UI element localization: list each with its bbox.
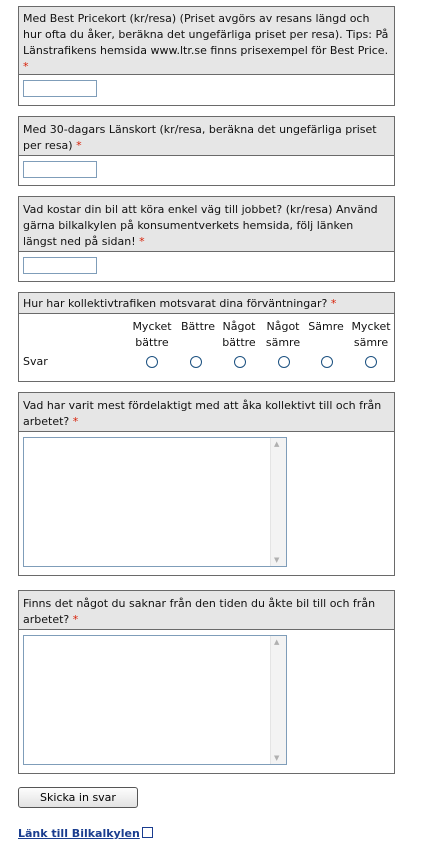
- required-marker: *: [330, 297, 337, 310]
- question-fordelaktigt: [18, 392, 395, 576]
- question-label: Finns det något du saknar från den tiden du åkte bil till och från arbetet?: [23, 597, 376, 626]
- bilkostnad-input[interactable]: [23, 257, 97, 274]
- row-label: Svar: [23, 355, 48, 368]
- required-marker: *: [72, 415, 79, 428]
- question-header: [19, 7, 394, 75]
- radio-nagot-samre[interactable]: [278, 356, 290, 368]
- question-header: [19, 393, 394, 432]
- option-label: Något bättre: [222, 320, 256, 349]
- lanskort-input[interactable]: [23, 161, 97, 178]
- question-forvantningar: [18, 292, 395, 382]
- scroll-down-icon[interactable]: ▼: [274, 556, 280, 564]
- required-marker: *: [139, 235, 145, 248]
- radio-samre[interactable]: [321, 356, 333, 368]
- external-link-icon: [142, 827, 153, 838]
- required-marker: *: [76, 139, 82, 152]
- required-marker: *: [23, 60, 29, 73]
- question-header: [19, 197, 394, 252]
- scroll-up-icon[interactable]: ▲: [274, 638, 280, 646]
- submit-button[interactable]: Skicka in svar: [18, 787, 138, 808]
- radio-nagot-battre[interactable]: [234, 356, 246, 368]
- textarea-scrollbar[interactable]: [270, 438, 286, 566]
- best-price-input[interactable]: [23, 80, 97, 97]
- fordelaktigt-textarea[interactable]: [23, 437, 287, 567]
- saknar-textarea[interactable]: [23, 635, 287, 765]
- radio-mycket-battre[interactable]: [146, 356, 158, 368]
- question-header: [19, 591, 394, 630]
- link-label[interactable]: Länk till Bilkalkylen: [18, 827, 140, 840]
- bilkalkylen-link[interactable]: [18, 826, 153, 840]
- question-label: Vad kostar din bil att köra enkel väg till jobbet? (kr/resa) Använd gärna bilkalkylen på konsumentverkets hemsida, följ länken längst ned på sidan!: [23, 203, 378, 248]
- question-saknar: [18, 590, 395, 774]
- option-label: Något sämre: [265, 320, 301, 349]
- question-label: Vad har varit mest fördelaktigt med att åka kollektivt till och från arbetet?: [23, 399, 382, 428]
- radio-battre[interactable]: [190, 356, 202, 368]
- option-label: Mycket sämre: [351, 320, 391, 349]
- radio-mycket-samre[interactable]: [365, 356, 377, 368]
- required-marker: *: [72, 613, 79, 626]
- question-label: Hur har kollektivtrafiken motsvarat dina förväntningar?: [23, 297, 328, 310]
- scroll-down-icon[interactable]: ▼: [274, 754, 280, 762]
- scroll-up-icon[interactable]: ▲: [274, 440, 280, 448]
- option-label: Sämre: [308, 320, 344, 333]
- question-bilkostnad: [18, 196, 395, 282]
- question-header: [19, 293, 394, 314]
- question-best-pricekort: [18, 6, 395, 106]
- question-header: [19, 117, 394, 156]
- option-label: Bättre: [181, 320, 215, 333]
- option-label: Mycket bättre: [132, 320, 172, 349]
- question-lanskort: [18, 116, 395, 186]
- textarea-scrollbar[interactable]: [270, 636, 286, 764]
- question-label: Med 30-dagars Länskort (kr/resa, beräkna det ungefärliga priset per resa): [23, 123, 377, 152]
- question-label: Med Best Pricekort (kr/resa) (Priset avgörs av resans längd och hur ofta du åker, beräkna det ungefärliga priset per resa). Tips: På Länstrafikens hemsida www.ltr.se finns prisexempel för Best Price.: [23, 12, 389, 57]
- rating-grid: [19, 314, 394, 370]
